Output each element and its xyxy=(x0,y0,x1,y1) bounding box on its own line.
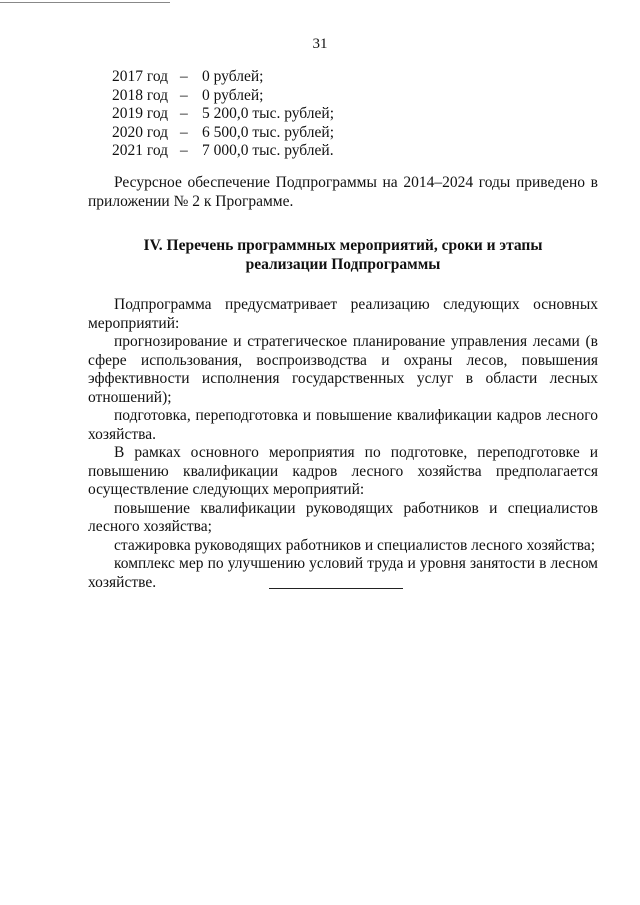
body-paragraph: Подпрограмма предусматривает реализацию следующих основных мероприятий: xyxy=(88,296,598,332)
budget-row-2021 xyxy=(112,142,334,161)
resource-paragraph: Ресурсное обеспечение Подпрограммы на 2014–2024 годы приведено в приложении № 2 к Программе. xyxy=(88,174,598,210)
budget-year: 2017 год xyxy=(112,68,169,85)
document-body xyxy=(88,174,598,592)
budget-row-2017 xyxy=(112,68,334,87)
budget-dash: – xyxy=(180,142,188,159)
budget-row-2019 xyxy=(112,105,334,124)
section-heading xyxy=(88,237,598,274)
budget-amount: 6 500,0 тыс. рублей; xyxy=(202,123,334,141)
section-heading-line-2: реализации Подпрограммы xyxy=(245,255,441,273)
budget-year: 2020 год xyxy=(112,123,169,141)
page-number: 31 xyxy=(312,36,328,52)
budget-amount: 5 200,0 тыс. рублей; xyxy=(202,105,334,122)
budget-year: 2021 год xyxy=(112,142,169,159)
budget-dash: – xyxy=(180,86,188,104)
scan-edge-line xyxy=(0,2,170,3)
budget-amount: 0 рублей; xyxy=(202,86,264,104)
end-divider xyxy=(269,588,403,589)
body-paragraph: стажировка руководящих работников и специалистов лесного хозяйства; xyxy=(114,536,596,554)
section-heading-line-1: IV. Перечень программных мероприятий, сроки и этапы xyxy=(143,237,543,254)
budget-list xyxy=(112,68,334,161)
budget-amount: 0 рублей; xyxy=(202,68,264,85)
budget-dash: – xyxy=(180,105,188,122)
body-paragraph: повышение квалификации руководящих работников и специалистов лесного хозяйства; xyxy=(88,499,598,535)
budget-row-2018 xyxy=(112,87,334,106)
budget-year: 2019 год xyxy=(112,105,169,122)
body-paragraph: В рамках основного мероприятия по подготовке, переподготовке и повышению квалификации кадров лесного хозяйства предполагается осуществление следующих мероприятий: xyxy=(88,444,598,498)
budget-dash: – xyxy=(180,123,188,141)
budget-row-2020 xyxy=(112,124,334,143)
budget-amount: 7 000,0 тыс. рублей. xyxy=(202,142,334,159)
body-paragraph: комплекс мер по улучшению условий труда и уровня занятости в лесном хозяйстве. xyxy=(88,555,598,591)
body-paragraph: подготовка, переподготовка и повышение квалификации кадров лесного хозяйства. xyxy=(88,407,598,443)
body-paragraph: прогнозирование и стратегическое планирование управления лесами (в сфере использования, воспроизводства и охраны лесов, повышения эффективности исполнения государственных услуг в области лесных отношений); xyxy=(88,333,598,406)
budget-dash: – xyxy=(180,68,188,85)
budget-year: 2018 год xyxy=(112,86,169,104)
